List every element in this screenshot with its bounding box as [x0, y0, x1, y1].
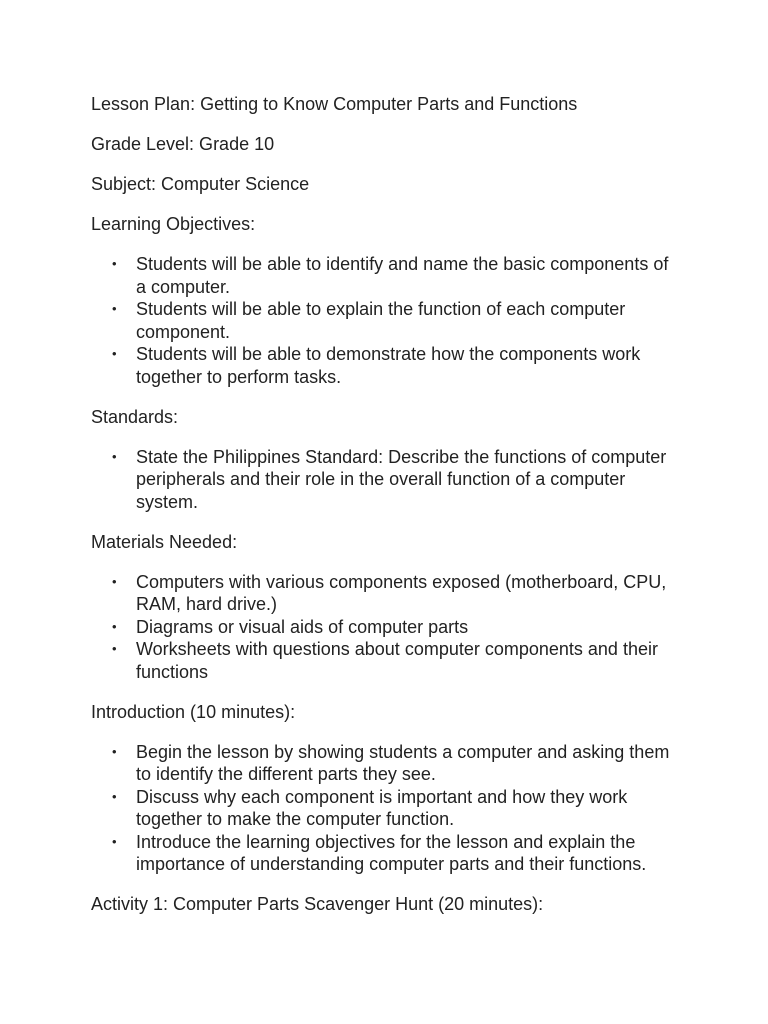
introduction-list — [91, 741, 691, 876]
materials-list — [91, 571, 691, 684]
list-item-text: State the Philippines Standard: Describe the functions of computer peripherals and their role in the overall function of a computer system. — [136, 446, 667, 512]
list-item — [112, 446, 676, 514]
bullet-icon: • — [112, 641, 117, 656]
list-item-text: Begin the lesson by showing students a computer and asking them to identify the different parts they see. — [136, 741, 670, 784]
list-item-text: Computers with various components exposed (motherboard, CPU, RAM, hard drive.) — [136, 571, 667, 614]
list-item — [112, 298, 676, 343]
list-item — [112, 571, 676, 616]
bullet-icon: • — [112, 573, 117, 589]
bullet-icon: • — [112, 833, 117, 849]
list-item — [112, 638, 676, 683]
objectives-list — [91, 253, 691, 388]
document-body — [91, 93, 691, 933]
standards-list — [91, 446, 691, 514]
standards-heading: Standards: — [91, 406, 179, 427]
list-item — [112, 343, 676, 388]
materials-heading: Materials Needed: — [91, 531, 238, 552]
list-item-text: Students will be able to demonstrate how the components work together to perform tasks. — [136, 344, 641, 387]
list-item-text: Students will be able to explain the function of each computer component. — [136, 299, 626, 342]
list-item-text: Discuss why each component is important and how they work together to make the computer function. — [136, 786, 628, 829]
bullet-icon: • — [112, 256, 117, 271]
list-item — [112, 741, 676, 786]
list-item — [112, 253, 676, 298]
activity1-heading: Activity 1: Computer Parts Scavenger Hunt (20 minutes): — [91, 894, 544, 914]
subject: Subject: Computer Science — [91, 174, 310, 194]
list-item-text: Diagrams or visual aids of computer parts — [136, 616, 469, 637]
list-item — [112, 831, 676, 876]
grade-level: Grade Level: Grade 10 — [91, 134, 275, 154]
list-item-text: Students will be able to identify and name the basic components of a computer. — [136, 254, 669, 297]
bullet-icon: • — [112, 743, 117, 759]
list-item-text: Introduce the learning objectives for the lesson and explain the importance of understanding computer parts and their functions. — [136, 831, 647, 874]
objectives-heading: Learning Objectives: — [91, 214, 256, 234]
list-item-text: Worksheets with questions about computer components and their functions — [136, 639, 658, 682]
introduction-heading: Introduction (10 minutes): — [91, 701, 296, 722]
bullet-icon: • — [112, 788, 117, 804]
list-item — [112, 616, 676, 639]
bullet-icon: • — [112, 346, 117, 361]
bullet-icon: • — [112, 448, 117, 464]
lesson-title: Lesson Plan: Getting to Know Computer Parts and Functions — [91, 94, 578, 114]
bullet-icon: • — [112, 618, 117, 634]
list-item — [112, 786, 676, 831]
bullet-icon: • — [112, 301, 117, 316]
